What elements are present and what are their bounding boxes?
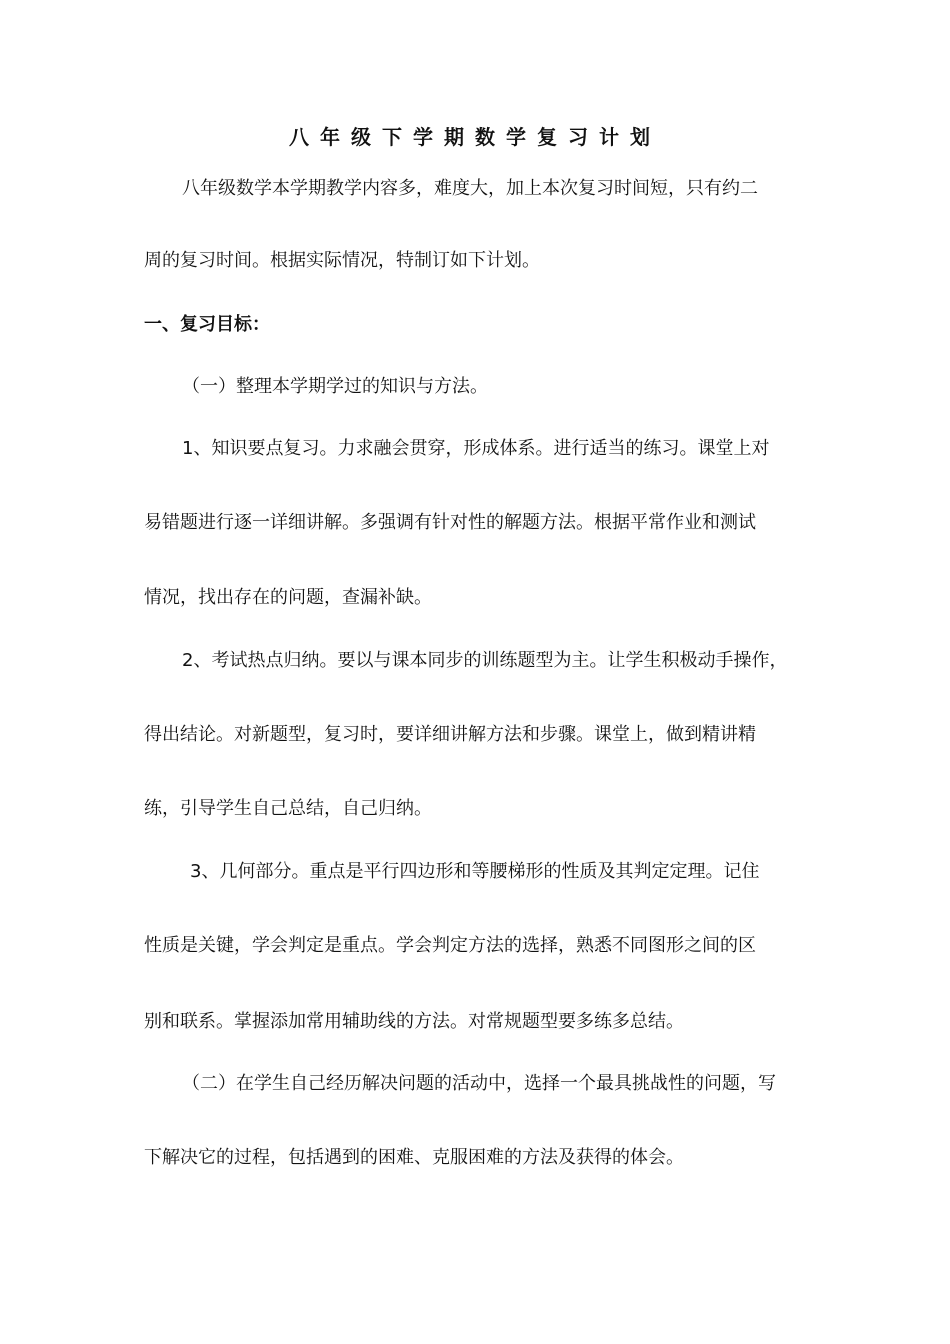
paragraph-line: 别和联系。掌握添加常用辅助线的方法。对常规题型要多练多总结。 (144, 1011, 684, 1032)
paragraph-line: （二）在学生自己经历解决问题的活动中，选择一个最具挑战性的问题，写 (182, 1073, 776, 1094)
paragraph-line: 得出结论。对新题型，复习时，要详细讲解方法和步骤。课堂上，做到精讲精 (144, 724, 756, 745)
paragraph-line: 情况，找出存在的问题，查漏补缺。 (144, 587, 432, 608)
paragraph-line: 性质是关键，学会判定是重点。学会判定方法的选择，熟悉不同图形之间的区 (144, 935, 756, 956)
paragraph-line: 练，引导学生自己总结，自己归纳。 (144, 798, 432, 819)
paragraph-line: 下解决它的过程，包括遇到的困难、克服困难的方法及获得的体会。 (144, 1147, 684, 1168)
paragraph-line: 2、考试热点归纳。要以与课本同步的训练题型为主。让学生积极动手操作， (182, 650, 788, 671)
subsection-heading: （一）整理本学期学过的知识与方法。 (182, 376, 488, 397)
paragraph-line: 1、知识要点复习。力求融会贯穿，形成体系。进行适当的练习。课堂上对 (182, 438, 770, 459)
paragraph-line: 周的复习时间。根据实际情况，特制订如下计划。 (144, 250, 540, 271)
section-heading: 一、复习目标： (144, 314, 270, 335)
document-title: 八年级下学期数学复习计划 (289, 125, 661, 149)
paragraph-line: 易错题进行逐一详细讲解。多强调有针对性的解题方法。根据平常作业和测试 (144, 512, 756, 533)
paragraph-line: 3、几何部分。重点是平行四边形和等腰梯形的性质及其判定定理。记住 (190, 861, 760, 882)
paragraph-line: 八年级数学本学期教学内容多，难度大，加上本次复习时间短，只有约二 (182, 178, 758, 199)
